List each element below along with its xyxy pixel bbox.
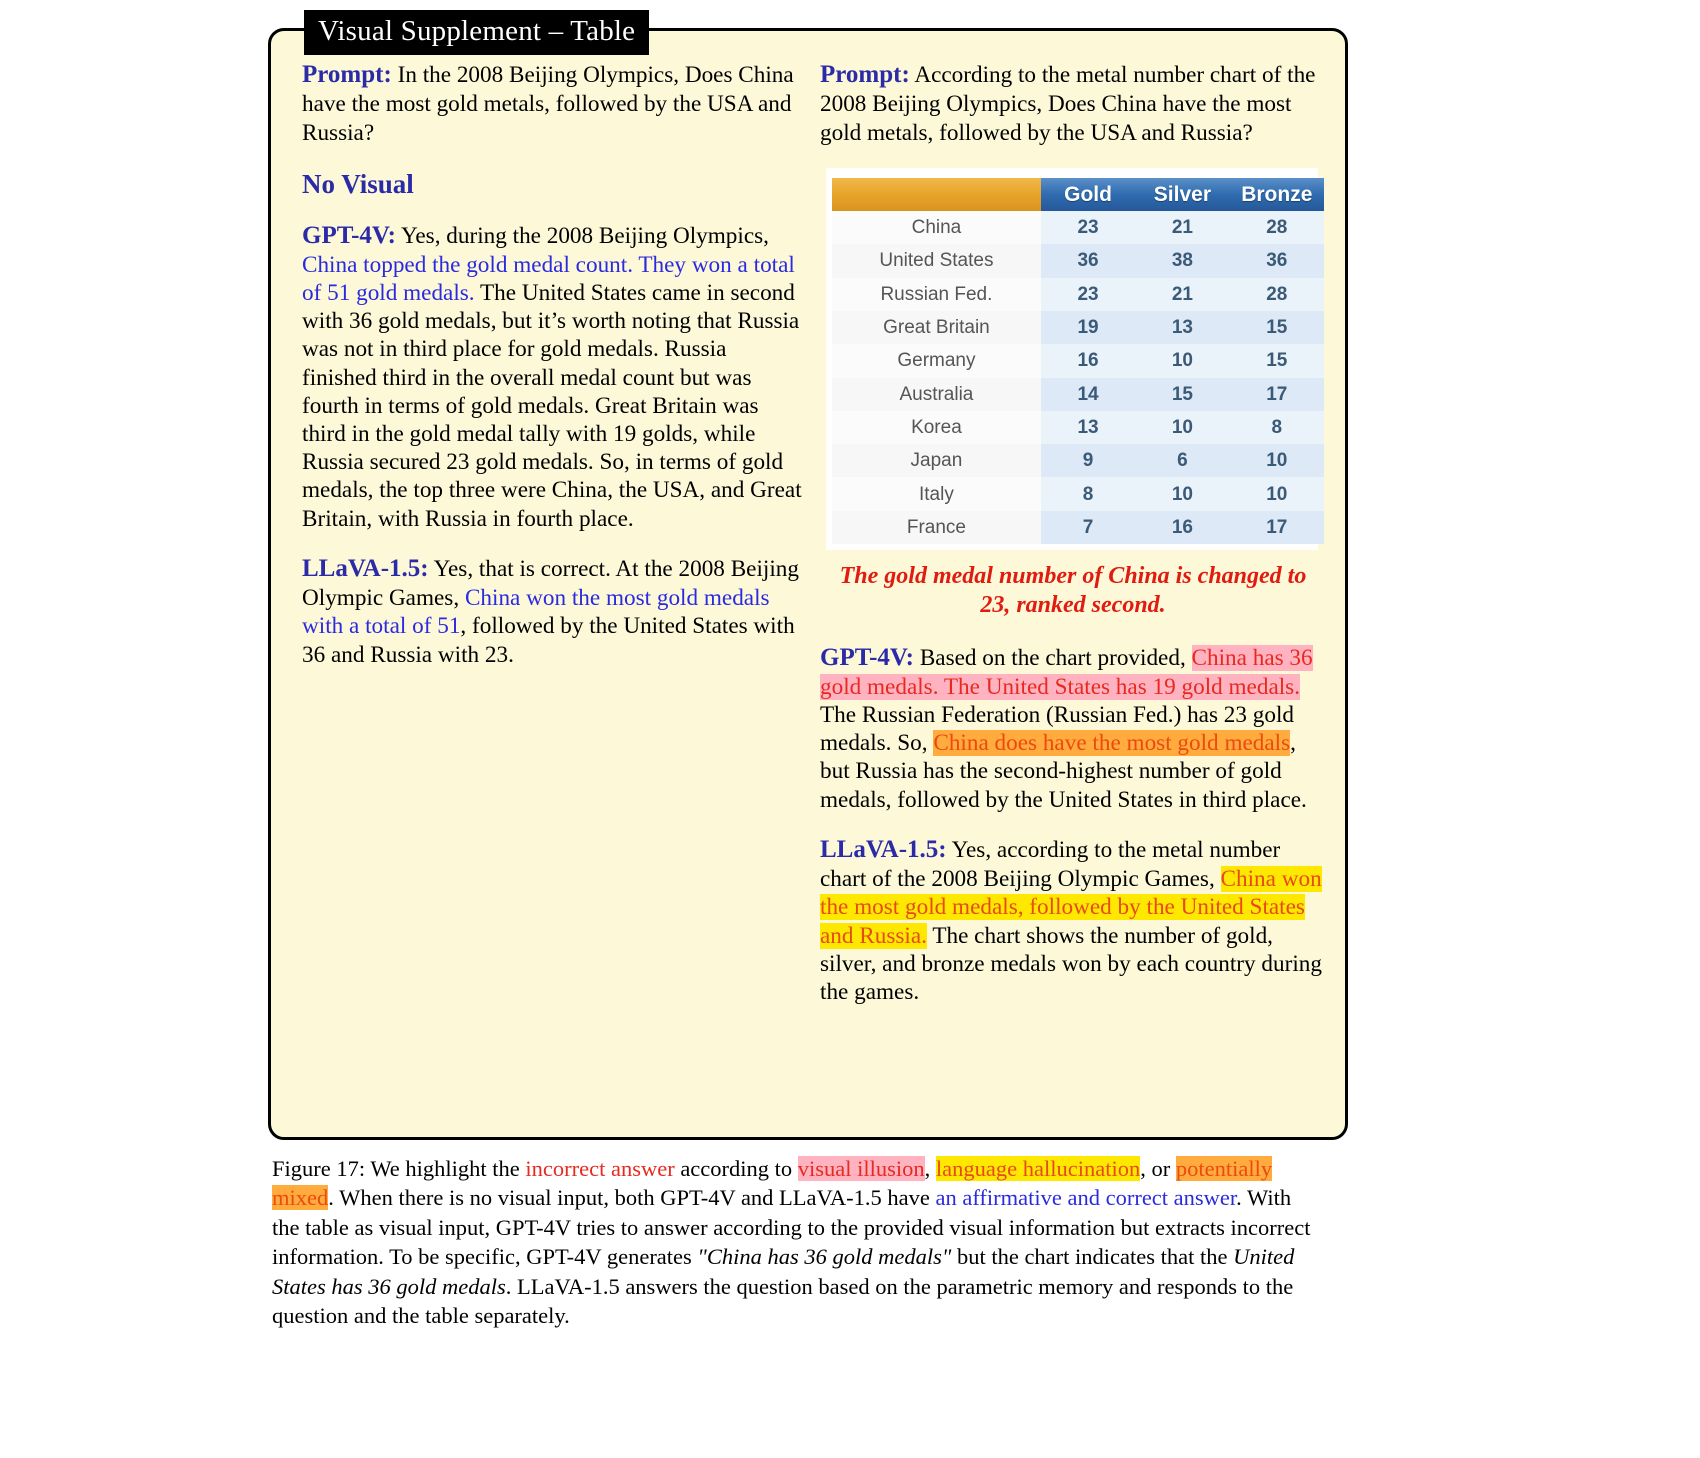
figure-caption	[272, 1154, 1312, 1331]
gold-column-header: Gold	[1041, 178, 1135, 211]
right-gpt4v-block	[820, 643, 1326, 814]
table-row	[832, 444, 1324, 477]
cell-bronze: 28	[1230, 278, 1324, 311]
cell-bronze: 10	[1230, 444, 1324, 477]
cell-silver: 10	[1135, 411, 1229, 444]
caption-visual-illusion: visual illusion	[797, 1156, 925, 1181]
cell-gold: 8	[1041, 477, 1135, 510]
left-prompt-text: In the 2008 Beijing Olympics, Does China have the most gold metals, followed by the USA and Russia?	[302, 62, 794, 146]
caption-potentially-mixed: potentially mixed	[272, 1156, 1273, 1211]
left-prompt-block	[302, 60, 802, 147]
caption-body-2: . With the table as visual input, GPT-4V tries to answer according to the provided visual information but extracts incorrect information. To be specific, GPT-4V generates	[272, 1185, 1311, 1270]
cell-bronze: 10	[1230, 477, 1324, 510]
cell-bronze: 17	[1230, 511, 1324, 544]
caption-incorrect-answer: incorrect answer	[525, 1156, 675, 1181]
medal-table-wrapper	[826, 168, 1318, 550]
cell-country: China	[832, 211, 1041, 244]
right-llava-block	[820, 835, 1326, 1006]
cell-country: Italy	[832, 477, 1041, 510]
cell-gold: 36	[1041, 244, 1135, 277]
cell-country: United States	[832, 244, 1041, 277]
cell-country: Japan	[832, 444, 1041, 477]
cell-bronze: 17	[1230, 378, 1324, 411]
medal-table-body	[832, 211, 1324, 544]
table-row	[832, 511, 1324, 544]
left-llava-text-2: , followed by the United States with 36 and Russia with 23.	[302, 613, 795, 668]
table-row	[832, 244, 1324, 277]
left-gpt4v-block	[302, 221, 802, 533]
caption-mid-2: , or	[1140, 1156, 1171, 1181]
cell-silver: 10	[1135, 477, 1229, 510]
cell-bronze: 15	[1230, 311, 1324, 344]
caption-affirmative-answer: an affirmative and correct answer	[935, 1185, 1237, 1211]
figure-banner-title: Visual Supplement – Table	[304, 10, 649, 55]
cell-country: Germany	[832, 344, 1041, 377]
cell-silver: 6	[1135, 444, 1229, 477]
cell-bronze: 8	[1230, 411, 1324, 444]
cell-bronze: 28	[1230, 211, 1324, 244]
cell-gold: 16	[1041, 344, 1135, 377]
cell-country: Australia	[832, 378, 1041, 411]
medal-number-table	[832, 178, 1324, 544]
cell-bronze: 36	[1230, 244, 1324, 277]
right-llava-text-1: Yes, according to the metal number chart of the 2008 Beijing Olympic Games,	[820, 836, 1281, 893]
table-row	[832, 411, 1324, 444]
right-column	[820, 60, 1326, 1027]
cell-gold: 7	[1041, 511, 1135, 544]
right-llava-text-2: The chart shows the number of gold, silver, and bronze medals won by each country during the games.	[820, 922, 1322, 1005]
left-gpt4v-text-1: Yes, during the 2008 Beijing Olympics,	[400, 222, 769, 249]
cell-gold: 13	[1041, 411, 1135, 444]
right-gpt4v-label: GPT-4V:	[820, 643, 915, 671]
cell-country: Korea	[832, 411, 1041, 444]
right-llava-yellow-highlight: China won the most gold medals, followed by the United States and Russia.	[820, 866, 1322, 949]
caption-body-4: . LLaVA-1.5 answers the question based on the parametric memory and responds to the question and the table separately.	[272, 1273, 1294, 1329]
right-llava-label: LLaVA-1.5:	[820, 835, 947, 863]
left-column	[302, 60, 802, 690]
left-gpt4v-text-2: The United States came in second with 36 gold medals, but it’s worth noting that Russia was not in third place for gold medals. Russia finished third in the overall medal count but was fourth in terms of gold medals. Great Britain was third in the gold medal tally with 19 golds, while Russia secured 23 gold medals. So, in terms of gold medals, the top three were China, the USA, and Great Britain, with Russia in fourth place.	[302, 280, 802, 532]
cell-gold: 23	[1041, 211, 1135, 244]
left-gpt4v-label: GPT-4V:	[302, 221, 397, 249]
caption-mid-1: according to	[680, 1156, 793, 1181]
cell-gold: 14	[1041, 378, 1135, 411]
bronze-column-header: Bronze	[1230, 178, 1324, 211]
right-gpt4v-pink-highlight: China has 36 gold medals. The United States has 19 gold medals.	[820, 644, 1313, 700]
cell-silver: 16	[1135, 511, 1229, 544]
right-prompt-label: Prompt:	[820, 61, 910, 88]
right-gpt4v-text-3: , but Russia has the second-highest number of gold medals, followed by the United States in third place.	[820, 730, 1307, 813]
caption-body-3: but the chart indicates that the	[956, 1244, 1228, 1270]
medal-table-header-row	[832, 178, 1324, 211]
cell-silver: 15	[1135, 378, 1229, 411]
table-row	[832, 311, 1324, 344]
left-gpt4v-blue-text: China topped the gold medal count. They won a total of 51 gold medals.	[302, 251, 795, 307]
cell-country: Great Britain	[832, 311, 1041, 344]
caption-comma-1: ,	[924, 1156, 931, 1181]
table-row	[832, 278, 1324, 311]
cell-gold: 9	[1041, 444, 1135, 477]
left-prompt-label: Prompt:	[302, 61, 392, 88]
left-llava-block	[302, 554, 802, 669]
left-llava-blue-text: China won the most gold medals with a total of 51	[302, 585, 770, 640]
cell-gold: 19	[1041, 311, 1135, 344]
right-prompt-text: According to the metal number chart of the 2008 Beijing Olympics, Does China have the most gold metals, followed by the USA and Russia?	[820, 62, 1316, 146]
table-red-caption: The gold medal number of China is changed to 23, ranked second.	[839, 563, 1307, 619]
cell-silver: 10	[1135, 344, 1229, 377]
caption-quote-1: "China has 36 gold medals"	[697, 1244, 952, 1270]
cell-silver: 13	[1135, 311, 1229, 344]
caption-prefix: Figure 17: We highlight the	[272, 1156, 520, 1181]
cell-silver: 21	[1135, 211, 1229, 244]
cell-silver: 38	[1135, 244, 1229, 277]
cell-country: Russian Fed.	[832, 278, 1041, 311]
cell-bronze: 15	[1230, 344, 1324, 377]
caption-body-1: . When there is no visual input, both GPT-4V and LLaVA-1.5 have	[328, 1185, 930, 1211]
table-row	[832, 477, 1324, 510]
caption-quote-2: United States has 36 gold medals	[272, 1244, 1295, 1299]
left-llava-label: LLaVA-1.5:	[302, 554, 429, 582]
caption-language-hallucination: language hallucination	[935, 1156, 1141, 1181]
right-gpt4v-orange-highlight: China does have the most gold medals	[933, 730, 1291, 757]
medal-table-head	[832, 178, 1324, 211]
right-gpt4v-text-1: Based on the chart provided,	[919, 644, 1186, 671]
left-llava-text-1: Yes, that is correct. At the 2008 Beijing Olympic Games,	[302, 555, 799, 612]
cell-silver: 21	[1135, 278, 1229, 311]
no-visual-heading: No Visual	[302, 168, 414, 199]
right-gpt4v-text-2: The Russian Federation (Russian Fed.) has 23 gold medals. So,	[820, 702, 1294, 757]
table-row	[832, 211, 1324, 244]
table-row	[832, 378, 1324, 411]
right-prompt-block	[820, 60, 1326, 147]
silver-column-header: Silver	[1135, 178, 1229, 211]
country-column-header	[832, 178, 1041, 211]
cell-country: France	[832, 511, 1041, 544]
cell-gold: 23	[1041, 278, 1135, 311]
table-row	[832, 344, 1324, 377]
